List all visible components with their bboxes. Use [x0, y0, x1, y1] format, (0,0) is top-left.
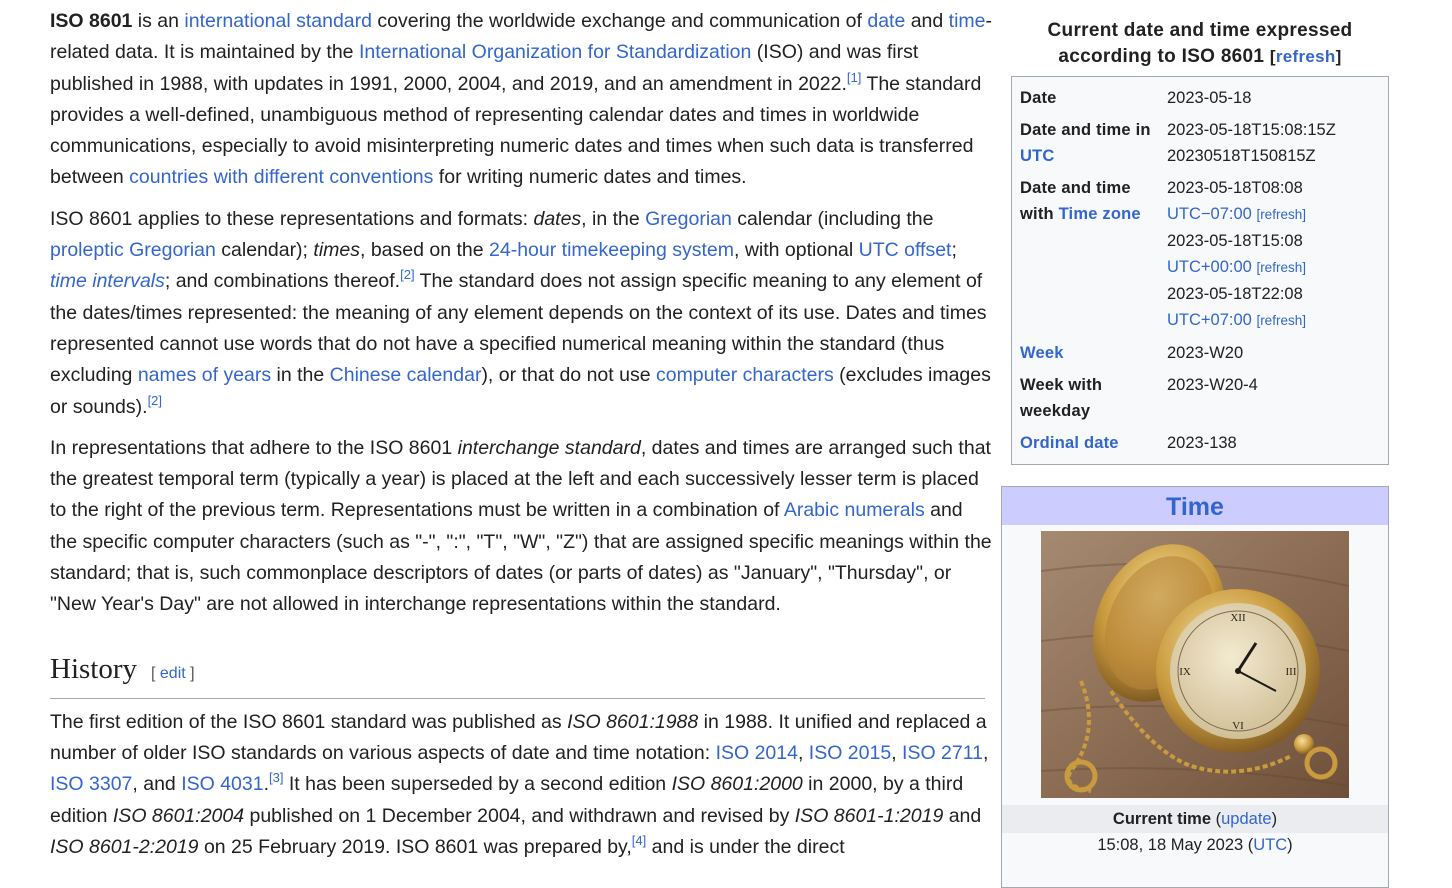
- link-iso-2014[interactable]: ISO 2014: [715, 741, 798, 764]
- reference-2b[interactable]: [2]: [147, 392, 163, 408]
- italic-term: ISO 8601-1:2019: [794, 804, 944, 827]
- row-label: [1020, 430, 1167, 456]
- paren: ): [1287, 836, 1293, 854]
- link-utc-caption[interactable]: UTC: [1253, 836, 1288, 854]
- infobox-time: [1001, 486, 1389, 888]
- tz-refresh-link[interactable]: [refresh]: [1256, 313, 1306, 328]
- text: ISO 8601 applies to these representations and formats:: [50, 207, 534, 230]
- paren: ): [1271, 810, 1278, 828]
- row-week-weekday: [1012, 372, 1388, 424]
- row-utc: [1012, 117, 1388, 169]
- text: , dates and times are arranged such that the greatest temporal term (typically a year) is placed at the left and each successively lesser term is placed to the right of the previous term. Representations must be written in a combination of: [50, 436, 991, 522]
- pocket-watch-illustration: [1041, 531, 1349, 798]
- reference-3[interactable]: [3]: [269, 770, 284, 786]
- text: in 1988. It unified and replaced a number of older ISO standards on various aspects of date and time notation:: [50, 710, 987, 764]
- link-24-hour[interactable]: 24-hour timekeeping system: [489, 239, 734, 262]
- link-international-standard[interactable]: international standard: [184, 10, 372, 32]
- image-caption: [1002, 805, 1388, 833]
- text: ,: [982, 741, 989, 764]
- link-ordinal-date[interactable]: Ordinal date: [1020, 434, 1119, 452]
- text: published on 1 December 2004, and withdrawn and revised by: [244, 804, 795, 827]
- text: The standard does not assign specific meaning to any element of the dates/times represented: the meaning of any element depends on the context of its use. Dates and times represented cannot use words that do not have a specified numerical meaning within the standard (thus excluding: [50, 270, 987, 387]
- caption-label: Current time: [1112, 810, 1212, 828]
- text: calendar (including the: [731, 207, 934, 230]
- svg-text:IX: IX: [1179, 666, 1191, 678]
- tz-refresh-link[interactable]: [refresh]: [1256, 260, 1306, 275]
- link-date[interactable]: date: [867, 10, 906, 32]
- italic-term: ISO 8601:2000: [671, 773, 803, 796]
- tz-refresh-link[interactable]: [refresh]: [1256, 207, 1306, 222]
- current-time-display: [1002, 833, 1388, 857]
- utc-basic: 20230518T150815Z: [1167, 147, 1316, 165]
- text: , and: [132, 773, 182, 796]
- update-link[interactable]: update: [1221, 810, 1272, 828]
- bracket: [: [1269, 47, 1276, 66]
- row-value: 2023-W20: [1167, 344, 1244, 362]
- pocket-watch-image[interactable]: [1041, 531, 1349, 798]
- row-label: [1020, 117, 1167, 169]
- text: on 25 February 2019. ISO 8601 was prepared by,: [198, 835, 632, 858]
- text: , with optional: [733, 239, 859, 262]
- reference-4[interactable]: [4]: [631, 832, 647, 848]
- link-iso-4031[interactable]: ISO 4031: [181, 773, 264, 796]
- svg-text:VI: VI: [1232, 720, 1244, 732]
- paragraph-representations: [50, 433, 995, 621]
- text: ,: [797, 741, 809, 764]
- paragraph-intro: [50, 6, 995, 194]
- link-utc-offset[interactable]: UTC offset: [858, 239, 952, 262]
- infobox-table: [1011, 76, 1389, 465]
- text: and: [905, 10, 949, 32]
- link-iso-organization[interactable]: International Organization for Standardization: [358, 41, 752, 64]
- italic-term: times: [313, 239, 360, 262]
- infobox-caption: [1011, 18, 1389, 76]
- text: The standard provides a well-defined, unambiguous method of representing calendar dates and times in worldwide communications, especially to avoid misinterpreting numeric dates and times when such data is transferred between: [50, 72, 982, 189]
- tz-datetime: 2023-05-18T08:08: [1167, 179, 1303, 197]
- paragraph-applies: [50, 204, 995, 423]
- link-iso-3307[interactable]: ISO 3307: [50, 773, 133, 796]
- text: (ISO) and was first published in 1988, with updates in 1991, 2000, 2004, and 2019, and an amendment in 2022.: [50, 41, 919, 95]
- row-value: 2023-05-18: [1167, 89, 1252, 107]
- italic-term: ISO 8601:2004: [112, 804, 245, 827]
- edit-section: [151, 665, 195, 682]
- link-names-of-years[interactable]: names of years: [137, 364, 272, 387]
- text: ; and combinations thereof.: [164, 270, 401, 293]
- row-date: [1012, 85, 1388, 111]
- text: covering the worldwide exchange and communication of: [371, 10, 868, 32]
- refresh-link[interactable]: refresh: [1275, 47, 1336, 66]
- text: ), or that do not use: [481, 364, 656, 387]
- label-text: Date and time with: [1020, 179, 1131, 223]
- heading-text: History: [50, 652, 137, 685]
- row-ordinal: [1012, 430, 1388, 456]
- paragraph-history: [50, 707, 995, 863]
- text: ;: [951, 239, 957, 262]
- row-label: Week with weekday: [1020, 376, 1103, 420]
- link-computer-characters[interactable]: computer characters: [655, 364, 834, 387]
- link-iso-2711[interactable]: ISO 2711: [902, 741, 983, 764]
- row-value: [1167, 175, 1380, 334]
- text: In representations that adhere to the ISO 8601: [50, 436, 458, 459]
- link-arabic-numerals[interactable]: Arabic numerals: [783, 499, 925, 522]
- text: .: [263, 773, 269, 796]
- link-utc[interactable]: UTC: [1020, 147, 1055, 165]
- link-proleptic-gregorian[interactable]: proleptic Gregorian: [50, 239, 216, 262]
- label-text: Date and time in: [1020, 121, 1151, 139]
- article-body: [50, 6, 995, 873]
- italic-term: ISO 8601-2:2019: [50, 835, 199, 858]
- svg-text:XII: XII: [1230, 612, 1246, 624]
- link-time[interactable]: time: [948, 10, 986, 32]
- row-label: [1020, 175, 1167, 334]
- text: and: [943, 804, 982, 827]
- infobox-title: [1002, 487, 1388, 525]
- link-gregorian[interactable]: Gregorian: [645, 207, 732, 230]
- reference-1[interactable]: [1]: [846, 69, 862, 85]
- text: -related data. It is maintained by the: [50, 10, 993, 64]
- infobox-current-datetime: [1011, 18, 1389, 465]
- text: ,: [891, 741, 903, 764]
- text: and is under the direct: [646, 835, 845, 858]
- text: is an: [132, 10, 185, 32]
- row-value: [1167, 117, 1380, 169]
- time-text: 15:08, 18 May 2023 (: [1097, 836, 1254, 854]
- text: , in the: [581, 207, 646, 230]
- link-chinese-calendar[interactable]: Chinese calendar: [329, 364, 482, 387]
- link-time-zone[interactable]: Time zone: [1058, 205, 1141, 223]
- text: for writing numeric dates and times.: [433, 166, 747, 189]
- row-label: Date: [1020, 89, 1057, 107]
- paren: (: [1211, 810, 1222, 828]
- bracket: [: [151, 664, 160, 682]
- link-week[interactable]: Week: [1020, 344, 1064, 362]
- section-heading-history: [50, 651, 985, 699]
- row-value: 2023-138: [1167, 434, 1237, 452]
- link-utc-offset[interactable]: UTC+00:00: [1167, 258, 1252, 276]
- italic-term: dates: [533, 207, 582, 230]
- text: It has been superseded by a second edition: [283, 773, 672, 796]
- tz-datetime: 2023-05-18T22:08: [1167, 285, 1303, 303]
- link-time-intervals[interactable]: time intervals: [50, 270, 165, 293]
- edit-section-link[interactable]: edit: [159, 664, 186, 682]
- link-utc-offset[interactable]: UTC−07:00: [1167, 205, 1252, 223]
- text: calendar);: [215, 239, 314, 262]
- utc-extended: 2023-05-18T15:08:15Z: [1167, 121, 1336, 139]
- row-label: [1020, 340, 1167, 366]
- italic-term: ISO 8601:1988: [567, 710, 699, 733]
- reference-2[interactable]: [2]: [400, 267, 415, 283]
- text: (excludes images or sounds).: [50, 364, 991, 418]
- row-week: [1012, 340, 1388, 366]
- caption-text: Current date and time expressed according to ISO 8601: [1047, 20, 1353, 67]
- link-utc-offset[interactable]: UTC+07:00: [1167, 311, 1252, 329]
- tz-datetime: 2023-05-18T15:08: [1167, 232, 1303, 250]
- link-iso-2015[interactable]: ISO 2015: [808, 741, 892, 764]
- link-countries-conventions[interactable]: countries with different conventions: [129, 166, 434, 189]
- text: and the specific computer characters (such as "-", ":", "T", "W", "Z") that are assigned specific meanings within the standard; that is, such commonplace descriptors of dates (or parts of dates) as "January", "Thursday", or "New Year's Day" are not allowed in interchange representations within the standard.: [50, 499, 992, 616]
- text: , based on the: [360, 239, 490, 262]
- svg-text:III: III: [1285, 666, 1297, 678]
- text: The first edition of the ISO 8601 standard was published as: [50, 710, 568, 733]
- bold-term: ISO 8601: [50, 10, 133, 32]
- row-timezone: [1012, 175, 1388, 334]
- row-value: 2023-W20-4: [1167, 376, 1258, 394]
- link-time-title[interactable]: Time: [1166, 493, 1224, 521]
- text: in the: [271, 364, 330, 387]
- italic-term: interchange standard: [457, 436, 641, 459]
- text: in 2000, by a third edition: [50, 773, 964, 827]
- bracket: ]: [1335, 47, 1342, 66]
- bracket: ]: [185, 664, 195, 682]
